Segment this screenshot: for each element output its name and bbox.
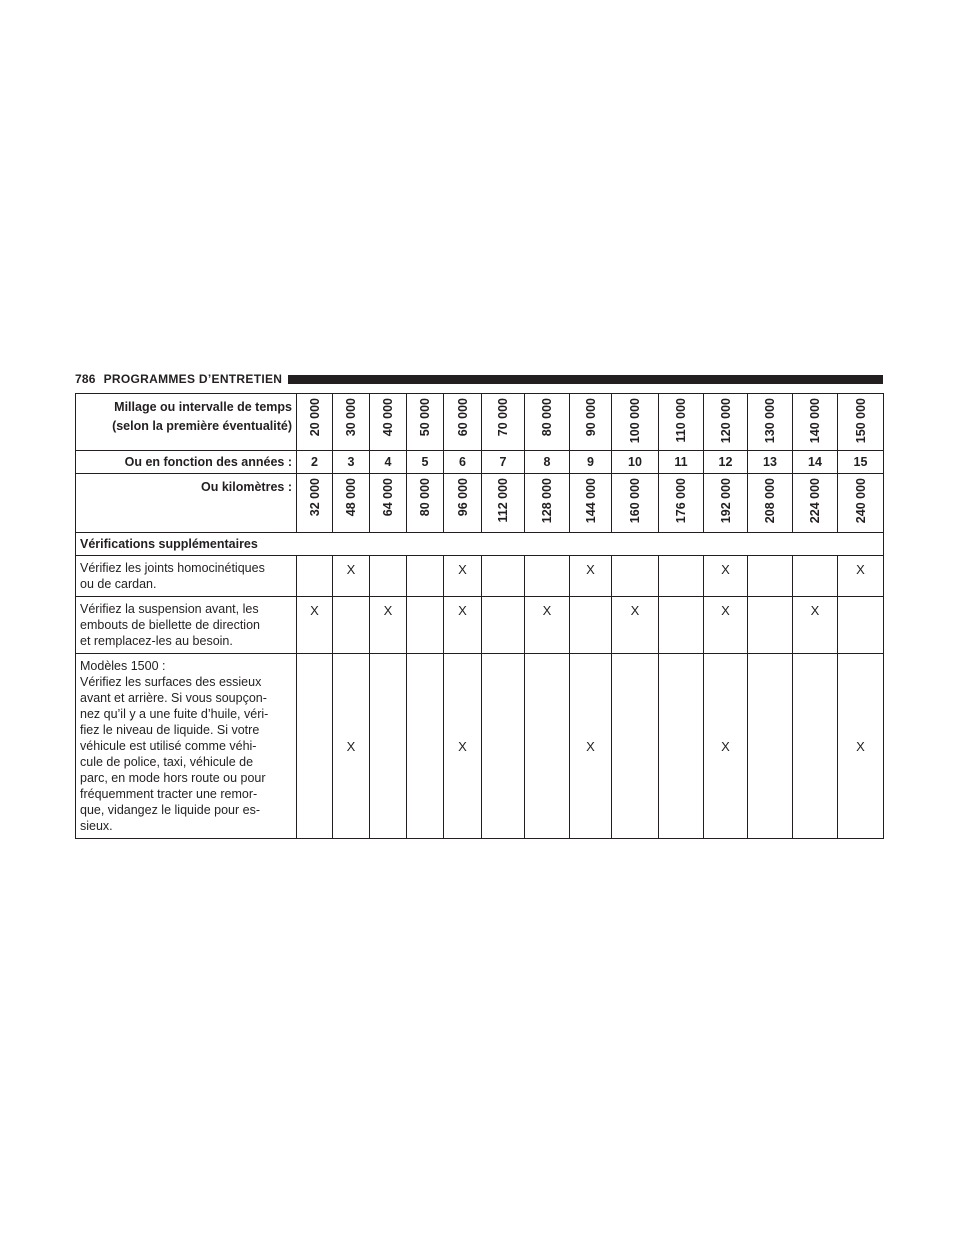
task-description xyxy=(76,556,297,597)
task-description-line: Vérifiez les joints homocinétiques xyxy=(80,561,265,575)
interval-mark: X xyxy=(704,597,748,654)
km-value: 224 000 xyxy=(808,478,822,524)
interval-mark: X xyxy=(838,556,884,597)
task-description-line: avant et arrière. Si vous soupçon- xyxy=(80,691,267,705)
km-value: 112 000 xyxy=(496,478,510,523)
interval-mark xyxy=(482,597,525,654)
mileage-value: 60 000 xyxy=(455,398,470,437)
interval-mark xyxy=(333,597,370,654)
km-cell xyxy=(525,474,570,533)
mileage-cell xyxy=(838,394,884,451)
interval-mark xyxy=(570,597,612,654)
km-value: 64 000 xyxy=(381,478,395,517)
interval-mark xyxy=(525,654,570,839)
km-value: 160 000 xyxy=(628,478,642,524)
year-value: 13 xyxy=(748,451,793,474)
years-label: Ou en fonction des années : xyxy=(76,451,297,474)
year-value: 8 xyxy=(525,451,570,474)
header-rule xyxy=(288,375,883,384)
interval-mark: X xyxy=(570,556,612,597)
interval-mark xyxy=(659,597,704,654)
mileage-value: 20 000 xyxy=(307,398,322,437)
km-cell xyxy=(612,474,659,533)
task-description-line: Vérifiez les surfaces des essieux xyxy=(80,675,262,689)
year-value: 11 xyxy=(659,451,704,474)
km-cell xyxy=(748,474,793,533)
year-value: 4 xyxy=(370,451,407,474)
interval-mark xyxy=(407,597,444,654)
year-value: 12 xyxy=(704,451,748,474)
mileage-label xyxy=(76,394,297,451)
interval-mark: X xyxy=(444,597,482,654)
mileage-value: 120 000 xyxy=(718,398,733,444)
mileage-cell xyxy=(482,394,525,451)
section-row xyxy=(76,533,884,556)
task-description-line: que, vidangez le liquide pour es- xyxy=(80,803,260,817)
interval-mark: X xyxy=(444,654,482,839)
km-cell xyxy=(297,474,333,533)
interval-mark xyxy=(370,556,407,597)
km-value: 128 000 xyxy=(540,478,554,524)
km-value: 96 000 xyxy=(455,478,470,517)
mileage-cell xyxy=(704,394,748,451)
mileage-cell xyxy=(659,394,704,451)
section-label: Vérifications supplémentaires xyxy=(76,533,884,556)
km-value: 80 000 xyxy=(418,478,432,517)
mileage-cell xyxy=(612,394,659,451)
interval-mark xyxy=(659,556,704,597)
task-description-line: véhicule est utilisé comme véhi- xyxy=(80,739,257,753)
interval-mark: X xyxy=(838,654,884,839)
mileage-cell xyxy=(407,394,444,451)
mileage-label-line-1: Millage ou intervalle de temps xyxy=(114,400,292,414)
interval-mark: X xyxy=(704,556,748,597)
interval-mark xyxy=(748,556,793,597)
km-value: 48 000 xyxy=(344,478,358,517)
task-description-line: fréquemment tracter une remor- xyxy=(80,787,258,801)
page-number: 786 xyxy=(75,372,96,386)
section-title: PROGRAMMES D’ENTRETIEN xyxy=(103,372,283,386)
mileage-cell xyxy=(748,394,793,451)
mileage-cell xyxy=(793,394,838,451)
km-value: 144 000 xyxy=(583,478,598,524)
years-row xyxy=(76,451,884,474)
mileage-cell xyxy=(444,394,482,451)
mileage-value: 30 000 xyxy=(344,398,358,437)
interval-mark: X xyxy=(525,597,570,654)
mileage-cell xyxy=(570,394,612,451)
interval-mark xyxy=(659,654,704,839)
mileage-value: 40 000 xyxy=(381,398,395,437)
task-description-line: sieux. xyxy=(80,819,113,833)
km-cell xyxy=(482,474,525,533)
km-cell xyxy=(838,474,884,533)
task-description-line: cule de police, taxi, véhicule de xyxy=(80,755,254,769)
task-description-line: fiez le niveau de liquide. Si votre xyxy=(80,723,260,737)
maintenance-schedule-table xyxy=(75,393,884,839)
km-cell xyxy=(370,474,407,533)
km-cell xyxy=(659,474,704,533)
task-description-line: et remplacez-les au besoin. xyxy=(80,634,233,648)
interval-mark: X xyxy=(570,654,612,839)
mileage-value: 100 000 xyxy=(628,398,642,444)
interval-mark: X xyxy=(297,597,333,654)
year-value: 7 xyxy=(482,451,525,474)
year-value: 3 xyxy=(333,451,370,474)
km-cell xyxy=(793,474,838,533)
year-value: 15 xyxy=(838,451,884,474)
task-description-line: parc, en mode hors route ou pour xyxy=(80,771,266,785)
mileage-cell xyxy=(297,394,333,451)
mileage-value: 150 000 xyxy=(853,398,868,444)
interval-mark xyxy=(793,654,838,839)
interval-mark xyxy=(525,556,570,597)
table-row xyxy=(76,654,884,839)
mileage-value: 50 000 xyxy=(418,398,432,437)
interval-mark xyxy=(748,597,793,654)
km-value: 208 000 xyxy=(763,478,777,524)
km-value: 32 000 xyxy=(307,478,322,517)
interval-mark xyxy=(407,556,444,597)
interval-mark: X xyxy=(704,654,748,839)
interval-mark xyxy=(838,597,884,654)
km-cell xyxy=(407,474,444,533)
interval-mark: X xyxy=(370,597,407,654)
task-description-line: ou de cardan. xyxy=(80,577,157,591)
interval-mark: X xyxy=(333,654,370,839)
mileage-cell xyxy=(525,394,570,451)
interval-mark xyxy=(482,556,525,597)
table-row xyxy=(76,556,884,597)
task-description-line: Vérifiez la suspension avant, les xyxy=(80,602,259,616)
mileage-cell xyxy=(370,394,407,451)
mileage-cell xyxy=(333,394,370,451)
km-row xyxy=(76,474,884,533)
task-description-line: Modèles 1500 : xyxy=(80,659,166,673)
mileage-value: 70 000 xyxy=(496,398,510,437)
task-description xyxy=(76,597,297,654)
year-value: 6 xyxy=(444,451,482,474)
km-value: 176 000 xyxy=(674,478,688,524)
km-value: 192 000 xyxy=(718,478,733,524)
interval-mark: X xyxy=(612,597,659,654)
task-description xyxy=(76,654,297,839)
task-description-line: embouts de biellette de direction xyxy=(80,618,260,632)
km-value: 240 000 xyxy=(853,478,868,524)
interval-mark xyxy=(297,654,333,839)
mileage-label-line-2: (selon la première éventualité) xyxy=(112,419,292,433)
year-value: 9 xyxy=(570,451,612,474)
mileage-value: 80 000 xyxy=(540,398,554,437)
table-row xyxy=(76,597,884,654)
interval-mark: X xyxy=(793,597,838,654)
interval-mark xyxy=(407,654,444,839)
page-header xyxy=(75,371,883,387)
year-value: 2 xyxy=(297,451,333,474)
interval-mark: X xyxy=(444,556,482,597)
interval-mark: X xyxy=(333,556,370,597)
km-cell xyxy=(333,474,370,533)
km-label: Ou kilomètres : xyxy=(76,474,297,533)
km-cell xyxy=(704,474,748,533)
interval-mark xyxy=(612,654,659,839)
year-value: 14 xyxy=(793,451,838,474)
mileage-value: 110 000 xyxy=(674,398,688,443)
year-value: 10 xyxy=(612,451,659,474)
interval-mark xyxy=(748,654,793,839)
km-cell xyxy=(570,474,612,533)
year-value: 5 xyxy=(407,451,444,474)
mileage-value: 140 000 xyxy=(808,398,822,444)
interval-mark xyxy=(297,556,333,597)
mileage-value: 90 000 xyxy=(583,398,598,437)
mileage-value: 130 000 xyxy=(763,398,777,444)
km-cell xyxy=(444,474,482,533)
mileage-row xyxy=(76,394,884,451)
task-description-line: nez qu’il y a une fuite d’huile, véri- xyxy=(80,707,269,721)
interval-mark xyxy=(793,556,838,597)
interval-mark xyxy=(482,654,525,839)
interval-mark xyxy=(612,556,659,597)
interval-mark xyxy=(370,654,407,839)
